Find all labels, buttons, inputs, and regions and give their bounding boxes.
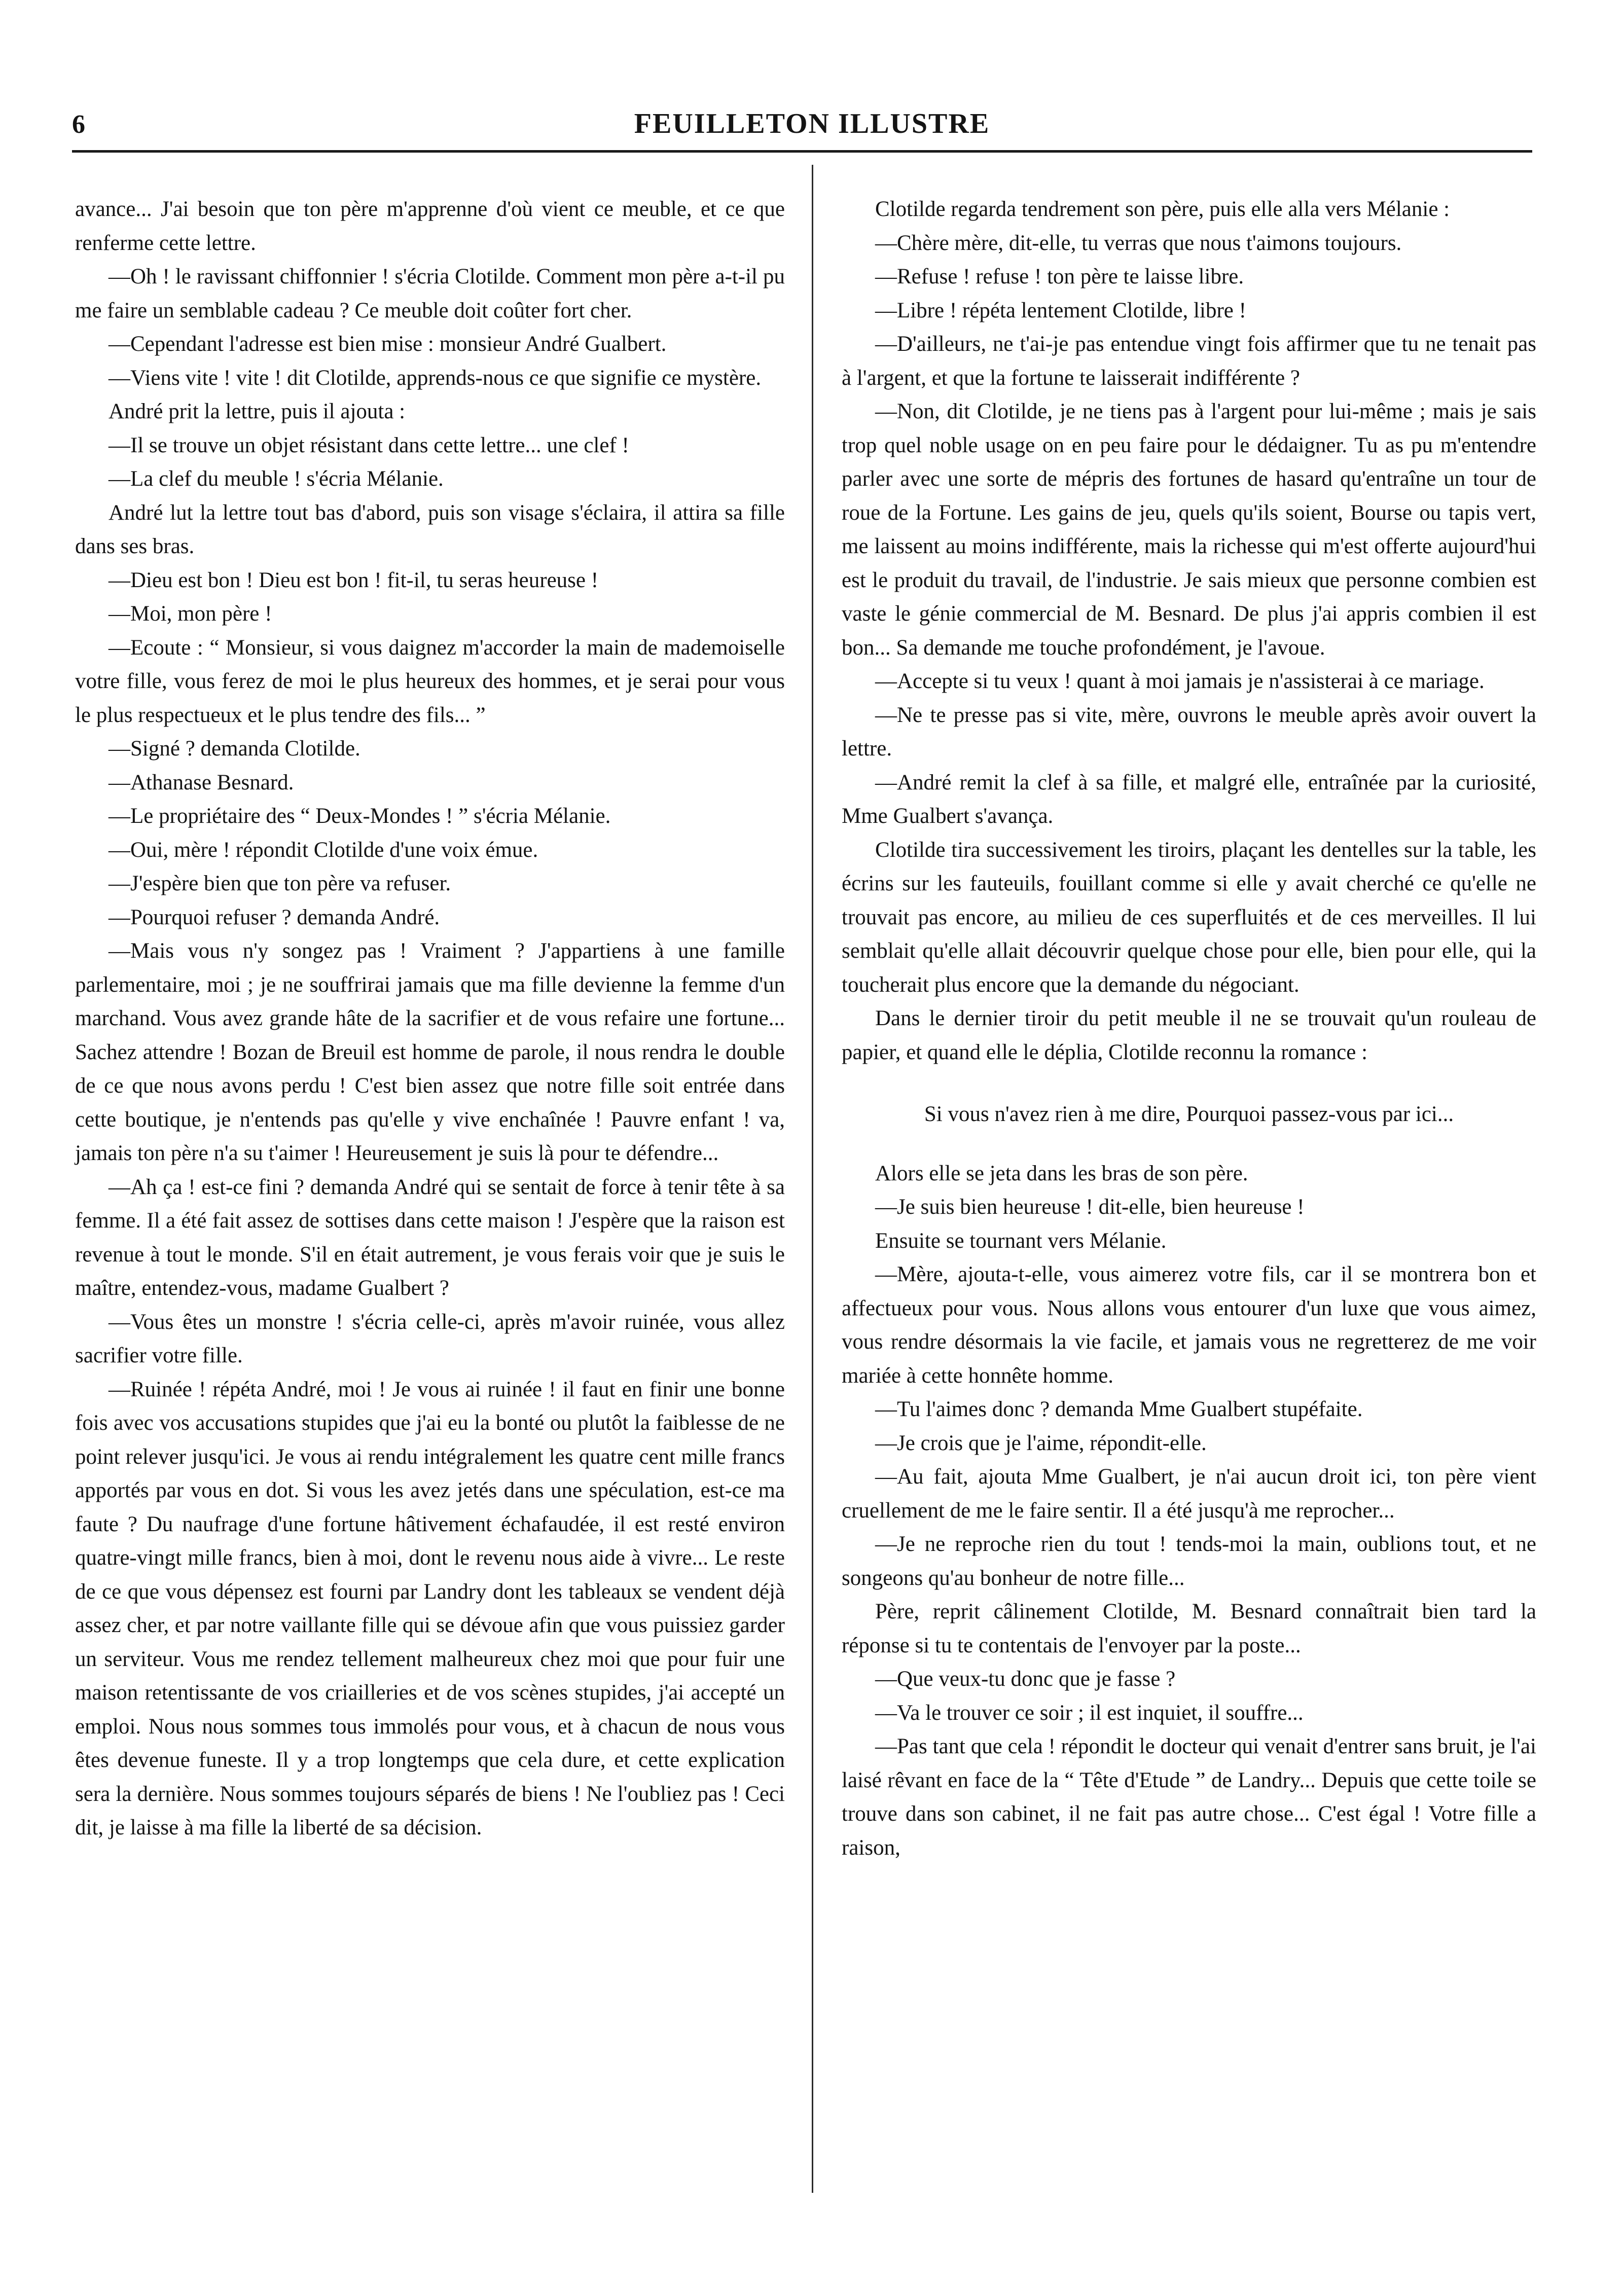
paragraph: —Libre ! répéta lentement Clotilde, libre ! bbox=[875, 298, 1246, 322]
paragraph: André lut la lettre tout bas d'abord, puis son visage s'éclaira, il attira sa fille dans ses bras. bbox=[75, 500, 785, 558]
paragraph: Ensuite se tournant vers Mélanie. bbox=[875, 1228, 1167, 1253]
paragraph: —Je suis bien heureuse ! dit-elle, bien heureuse ! bbox=[875, 1195, 1305, 1219]
paragraph: Clotilde tira successivement les tiroirs, plaçant les dentelles sur la table, les écrins sur les fauteuils, fouillant comme si elle y avait cherché ce qu'elle ne trouvait pas encore, au milieu de ces superfluités et de ces merveilles. Il lui semblait qu'elle allait découvrir quelque chose pour elle, bien pour elle, qui la toucherait plus encore que la demande du négociant. bbox=[842, 838, 1536, 997]
paragraph: —Non, dit Clotilde, je ne tiens pas à l'argent pour lui-même ; mais je sais trop quel noble usage on en peu faire pour le dédaigner. Tu as pu m'entendre parler avec une sorte de mépris des fortunes de hasard qu'entraîne un tour de roue de la Fortune. Les gains de jeu, quels qu'ils soient, Bourse ou tapis vert, me laissent au moins indifférente, mais la richesse qui m'est offerte aujourd'hui est le produit du travail, de l'industrie. Je sais mieux que personne combien est vaste le génie commercial de M. Besnard. De plus j'ai appris combien il est bon... Sa demande me touche profondément, je l'avoue. bbox=[842, 400, 1536, 660]
paragraph: —Le propriétaire des “ Deux-Mondes ! ” s'écria Mélanie. bbox=[109, 804, 611, 828]
paragraph: —Oui, mère ! répondit Clotilde d'une voix émue. bbox=[109, 838, 538, 862]
right-column bbox=[842, 193, 1536, 1865]
left-column bbox=[75, 193, 785, 1845]
paragraph: —Athanase Besnard. bbox=[109, 770, 294, 794]
paragraph: —Ah ça ! est-ce fini ? demanda André qui se sentait de force à tenir tête à sa femme. Il a été fait assez de sottises dans cette maison ! J'espère que la raison est revenue à tout le monde. S'il en était autrement, je vous ferais voir que je suis le maître, entendez-vous, madame Gualbert ? bbox=[75, 1175, 785, 1300]
page-number: 6 bbox=[72, 110, 85, 139]
paragraph: —Au fait, ajouta Mme Gualbert, je n'ai aucun droit ici, ton père vient cruellement de me le faire sentir. Il a été jusqu'à me reprocher... bbox=[842, 1465, 1536, 1523]
paragraph: —André remit la clef à sa fille, et malgré elle, entraînée par la curiosité, Mme Gualbert s'avança. bbox=[842, 770, 1536, 828]
paragraph: —Mais vous n'y songez pas ! Vraiment ? J'appartiens à une famille parlementaire, moi ; je ne souffrirai jamais que ma fille devienne la femme d'un marchand. Vous avez grande hâte de la sacrifier et de vous refaire une fortune... Sachez attendre ! Bozan de Breuil est homme de parole, il nous rendra le double de ce que nous avons perdu ! C'est bien assez que notre fille soit entrée dans cette boutique, je n'entends pas qu'elle y vive enchaînée ! Pauvre enfant ! va, jamais ton père n'a su t'aimer ! Heureusement je suis là pour te défendre... bbox=[75, 939, 785, 1165]
paragraph: —Pas tant que cela ! répondit le docteur qui venait d'entrer sans bruit, je l'ai laisé rêvant en face de la “ Tête d'Etude ” de Landry... Depuis que cette toile se trouve dans son cabinet, il ne fait pas autre chose... C'est égal ! Votre fille a raison, bbox=[842, 1734, 1536, 1860]
paragraph: —Signé ? demanda Clotilde. bbox=[109, 737, 360, 761]
paragraph: —Viens vite ! vite ! dit Clotilde, apprends-nous ce que signifie ce mystère. bbox=[109, 366, 762, 390]
paragraph: Alors elle se jeta dans les bras de son père. bbox=[875, 1161, 1248, 1185]
header-rule bbox=[72, 150, 1532, 153]
running-title: FEUILLETON ILLUSTRE bbox=[634, 108, 990, 139]
paragraph: —J'espère bien que ton père va refuser. bbox=[109, 872, 451, 895]
paragraph: Père, reprit câlinement Clotilde, M. Besnard connaîtrait bien tard la réponse si tu te contentais de l'envoyer par la poste... bbox=[842, 1600, 1536, 1657]
romance-verse bbox=[842, 1098, 1536, 1132]
paragraph: —Oh ! le ravissant chiffonnier ! s'écria Clotilde. Comment mon père a-t-il pu me faire un semblable cadeau ? Ce meuble doit coûter fort cher. bbox=[75, 265, 785, 322]
paragraph: —Mère, ajouta-t-elle, vous aimerez votre fils, car il se montrera bon et affectueux pour vous. Nous allons vous entourer d'un luxe que vous aimez, vous rendre désormais la vie facile, et jamais vous ne regretterez de me voir mariée à cette honnête homme. bbox=[842, 1262, 1536, 1388]
paragraph: —Cependant l'adresse est bien mise : monsieur André Gualbert. bbox=[109, 332, 667, 356]
paragraph: —Accepte si tu veux ! quant à moi jamais je n'assisterai à ce mariage. bbox=[875, 669, 1485, 693]
paragraph: —Ne te presse pas si vite, mère, ouvrons le meuble après avoir ouvert la lettre. bbox=[842, 703, 1536, 761]
paragraph: —Ruinée ! répéta André, moi ! Je vous ai ruinée ! il faut en finir une bonne fois avec vos accusations stupides que j'ai eu la bonté ou plutôt la faiblesse de ne point relever jusqu'ici. Je vous ai rendu intégralement les quatre cent mille francs apportés par vous en dot. Si vous les avez jetés dans une spéculation, est-ce ma faute ? Du naufrage d'une fortune hâtivement échafaudée, il est resté environ quatre-vingt mille francs, bien à moi, dont le revenu nous aide à vivre... Le reste de ce que vous dépensez est fourni par Landry dont les tableaux se vendent déjà assez cher, et par notre vaillante fille qui se dévoue afin que vous puissiez garder un serviteur. Vous me rendez tellement malheureux chez moi que pour fuir une maison retentissante de vos criailleries et de vos scènes stupides, j'ai accepté un emploi. Nous nous sommes tous immolés pour vous, et à chacun de nous vous êtes devenue funeste. Il y a trop longtemps que cela dure, et cette explication sera la dernière. Nous sommes toujours séparés de biens ! Ne l'oubliez pas ! Ceci dit, je laisse à ma fille la liberté de sa décision. bbox=[75, 1377, 785, 1839]
paragraph: —Dieu est bon ! Dieu est bon ! fit-il, tu seras heureuse ! bbox=[109, 568, 599, 592]
paragraph: —La clef du meuble ! s'écria Mélanie. bbox=[109, 467, 444, 491]
paragraph: —Moi, mon père ! bbox=[109, 602, 272, 626]
paragraph: —Tu l'aimes donc ? demanda Mme Gualbert stupéfaite. bbox=[875, 1397, 1363, 1421]
paragraph: —Vous êtes un monstre ! s'écria celle-ci, après m'avoir ruinée, vous allez sacrifier votre fille. bbox=[75, 1310, 785, 1367]
paragraph: —Je ne reproche rien du tout ! tends-moi la main, oublions tout, et ne songeons qu'au bonheur de notre fille... bbox=[842, 1532, 1536, 1590]
paragraph: avance... J'ai besoin que ton père m'apprenne d'où vient ce meuble, et ce que renferme cette lettre. bbox=[75, 197, 785, 255]
column-divider bbox=[812, 165, 813, 2193]
paragraph: —Ecoute : “ Monsieur, si vous daignez m'accorder la main de mademoiselle votre fille, vous ferez de moi le plus heureux des hommes, et je serai pour vous le plus respectueux et le plus tendre des fils... ” bbox=[75, 635, 785, 727]
verse-line: Pourquoi passez-vous par ici... bbox=[1186, 1102, 1454, 1126]
paragraph: —Il se trouve un objet résistant dans cette lettre... une clef ! bbox=[109, 433, 629, 457]
verse-line: Si vous n'avez rien à me dire, bbox=[924, 1102, 1181, 1126]
paragraph: —Refuse ! refuse ! ton père te laisse libre. bbox=[875, 265, 1244, 288]
paragraph: —Chère mère, dit-elle, tu verras que nous t'aimons toujours. bbox=[875, 231, 1402, 255]
paragraph: Dans le dernier tiroir du petit meuble il ne se trouvait qu'un rouleau de papier, et quand elle le déplia, Clotilde reconnu la romance : bbox=[842, 1006, 1536, 1064]
paragraph: André prit la lettre, puis il ajouta : bbox=[109, 400, 406, 423]
paragraph: —Je crois que je l'aime, répondit-elle. bbox=[875, 1431, 1207, 1455]
paragraph: —Que veux-tu donc que je fasse ? bbox=[875, 1667, 1176, 1691]
paragraph: —D'ailleurs, ne t'ai-je pas entendue vingt fois affirmer que tu ne tenait pas à l'argent, et que la fortune te laisserait indifférente ? bbox=[842, 332, 1536, 390]
paragraph: —Pourquoi refuser ? demanda André. bbox=[109, 905, 440, 929]
paragraph: Clotilde regarda tendrement son père, puis elle alla vers Mélanie : bbox=[875, 197, 1450, 221]
paragraph: —Va le trouver ce soir ; il est inquiet, il souffre... bbox=[875, 1701, 1304, 1725]
